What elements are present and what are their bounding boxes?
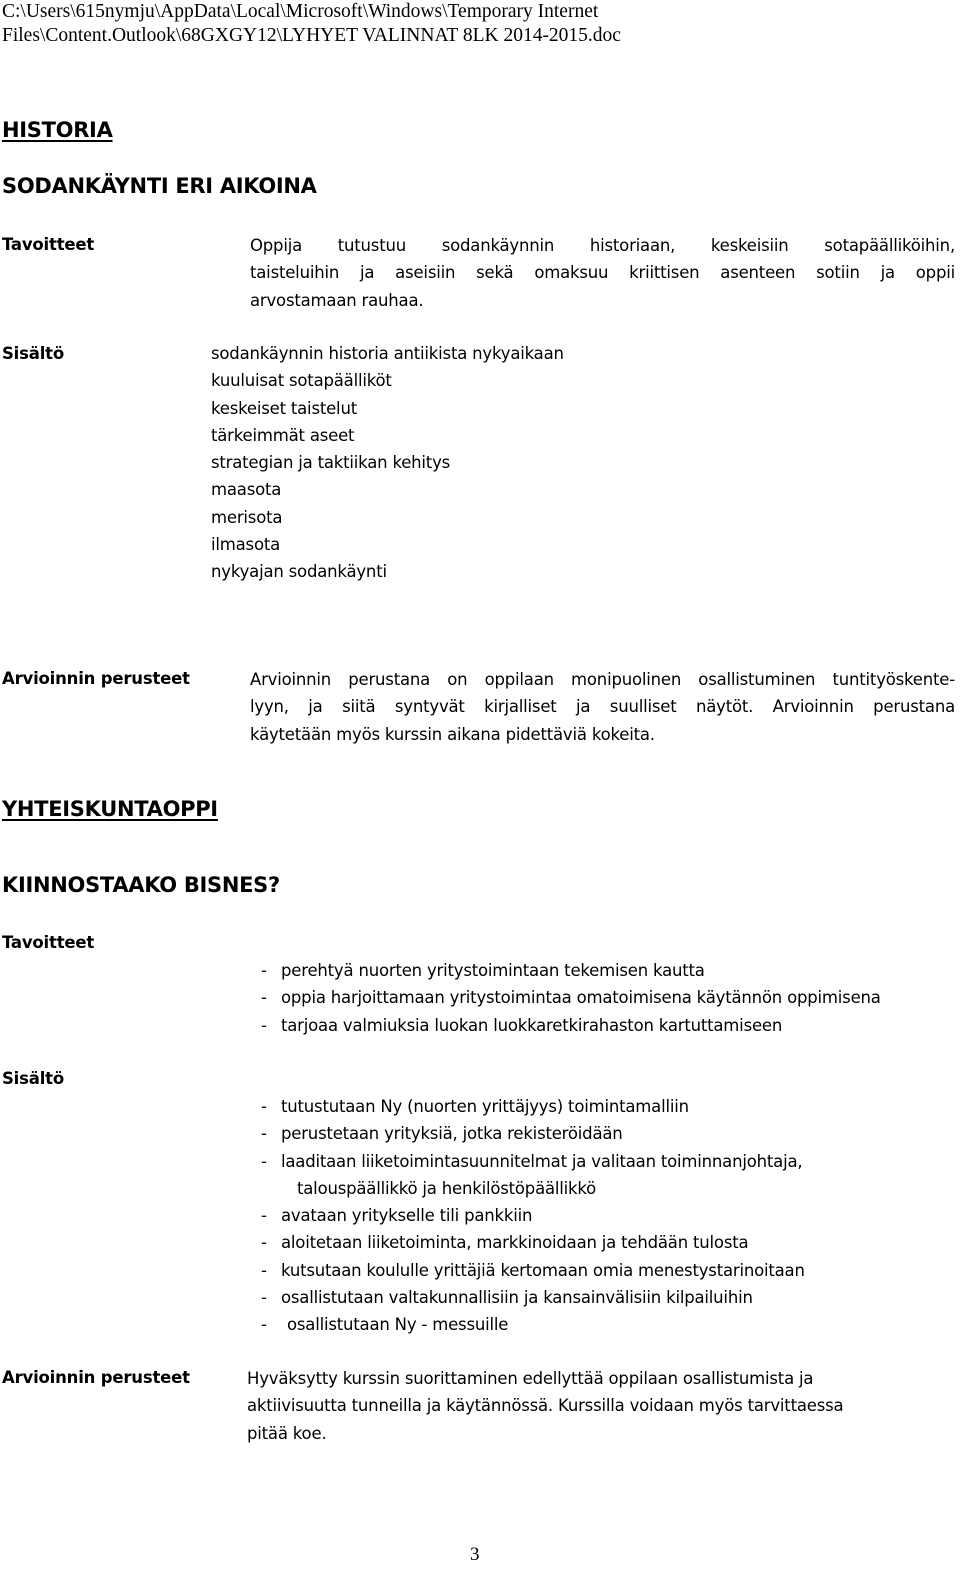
list-item: strategian ja taktiikan kehitys xyxy=(211,453,451,473)
list-item: tärkeimmät aseet xyxy=(211,425,355,445)
page-number: 3 xyxy=(470,1544,480,1565)
goals-line-1: Oppija tutustuu sodankäynnin historiaan, keskeisiin sotapäälliköihin, xyxy=(250,236,955,255)
list-item: kuuluisat sotapäälliköt xyxy=(211,371,392,391)
assessment-line-3: käytetään myös kurssin aikana pidettäviä kokeita. xyxy=(250,724,655,744)
assessment-label: Arvioinnin perusteet xyxy=(2,1368,190,1387)
assessment-label: Arvioinnin perusteet xyxy=(2,669,190,688)
subject-heading-historia: HISTORIA xyxy=(2,118,113,142)
list-item: - perehtyä nuorten yritystoimintaan tekemisen kautta xyxy=(261,961,705,980)
content-list xyxy=(261,1093,951,1339)
assessment-text xyxy=(247,1365,947,1447)
list-item-continuation: talouspäällikkö ja henkilöstöpäällikkö xyxy=(297,1178,597,1198)
goals-line-2: taisteluihin ja aseisiin sekä omaksuu kriittisen asenteen sotiin ja oppii xyxy=(250,263,955,283)
goals-label: Tavoitteet xyxy=(2,235,95,254)
list-item: - aloitetaan liiketoiminta, markkinoidaan ja tehdään tulosta xyxy=(261,1233,749,1253)
assessment-line-1: Hyväksytty kurssin suorittaminen edellyttää oppilaan osallistumista ja xyxy=(247,1369,814,1388)
assessment-line-2: lyyn, ja siitä syntyvät kirjalliset ja suulliset näytöt. Arvioinnin perustana xyxy=(250,697,955,717)
list-item: - tutustutaan Ny (nuorten yrittäjyys) toimintamalliin xyxy=(261,1097,689,1116)
content-label: Sisältö xyxy=(2,344,64,363)
list-item: nykyajan sodankäynti xyxy=(211,562,387,582)
course-title-bisnes: KIINNOSTAAKO BISNES? xyxy=(2,873,280,897)
assessment-line-3: pitää koe. xyxy=(247,1423,327,1443)
list-item: maasota xyxy=(211,480,282,500)
assessment-text xyxy=(250,666,955,748)
list-item: ilmasota xyxy=(211,535,281,555)
list-item: - tarjoaa valmiuksia luokan luokkaretkirahaston kartuttamiseen xyxy=(261,1015,783,1035)
goals-label: Tavoitteet xyxy=(2,933,95,952)
list-item: merisota xyxy=(211,507,283,527)
file-path xyxy=(2,0,621,48)
list-item: - laaditaan liiketoimintasuunnitelmat ja valitaan toiminnanjohtaja, xyxy=(261,1151,803,1171)
list-item: - perustetaan yrityksiä, jotka rekisteröidään xyxy=(261,1124,623,1144)
list-item: - osallistutaan valtakunnallisiin ja kansainvälisiin kilpailuihin xyxy=(261,1288,753,1308)
goals-text xyxy=(250,232,955,314)
list-item: keskeiset taistelut xyxy=(211,398,357,418)
list-item: - kutsutaan koululle yrittäjiä kertomaan omia menestystarinoitaan xyxy=(261,1260,805,1280)
list-item: - oppia harjoittamaan yritystoimintaa omatoimisena käytännön oppimisena xyxy=(261,988,881,1008)
list-item: - osallistutaan Ny - messuille xyxy=(261,1315,509,1335)
content-list xyxy=(211,340,911,586)
file-path-line-1: C:\Users\615nymju\AppData\Local\Microsoft\Windows\Temporary Internet xyxy=(2,1,599,22)
goals-line-3: arvostamaan rauhaa. xyxy=(250,290,424,310)
course-title-sodankaynti: SODANKÄYNTI ERI AIKOINA xyxy=(2,174,317,198)
file-path-line-2: Files\Content.Outlook\68GXGY12\LYHYET VALINNAT 8LK 2014-2015.doc xyxy=(2,25,621,46)
content-label: Sisältö xyxy=(2,1069,64,1088)
subject-heading-yhteiskuntaoppi: YHTEISKUNTAOPPI xyxy=(2,797,218,821)
list-item: sodankäynnin historia antiikista nykyaikaan xyxy=(211,344,564,363)
list-item: - avataan yritykselle tili pankkiin xyxy=(261,1206,533,1226)
goals-list xyxy=(261,957,951,1039)
assessment-line-1: Arvioinnin perustana on oppilaan monipuolinen osallistuminen tuntityöskente- xyxy=(250,670,955,689)
assessment-line-2: aktiivisuutta tunneilla ja käytännössä. Kurssilla voidaan myös tarvittaessa xyxy=(247,1396,844,1416)
